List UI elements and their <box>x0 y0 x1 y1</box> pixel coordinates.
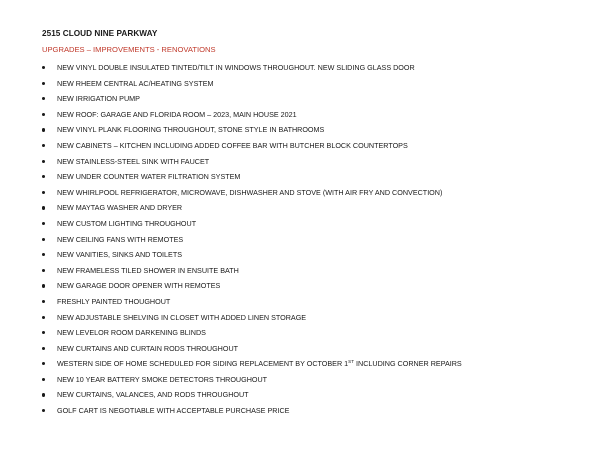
list-item-text: NEW CURTAINS AND CURTAIN RODS THROUGHOUT <box>57 343 239 353</box>
list-item-text: NEW RHEEM CENTRAL AC/HEATING SYSTEM <box>57 78 214 88</box>
list-item-text: NEW CURTAINS, VALANCES, AND RODS THROUGHOUT <box>57 390 249 400</box>
bullet-icon <box>42 331 45 334</box>
document-subtitle: UPGRADES – IMPROVEMENTS - RENOVATIONS <box>42 45 216 54</box>
list-item-text: NEW WHIRLPOOL REFRIGERATOR, MICROWAVE, DISHWASHER AND STOVE (WITH AIR FRY AND CONVECTION) <box>57 187 443 197</box>
bullet-icon <box>42 316 45 319</box>
list-item-text: NEW FRAMELESS TILED SHOWER IN ENSUITE BATH <box>57 265 239 275</box>
list-item-text: NEW GARAGE DOOR OPENER WITH REMOTES <box>57 281 221 291</box>
list-item-text: NEW VINYL DOUBLE INSULATED TINTED/TILT IN WINDOWS THROUGHOUT. NEW SLIDING GLASS DOOR <box>57 63 415 72</box>
bullet-icon <box>42 393 45 396</box>
bullet-icon <box>42 128 45 131</box>
bullet-icon <box>42 269 45 272</box>
bullet-icon <box>42 175 45 178</box>
ordinal-suffix: ST <box>348 359 355 365</box>
bullet-icon <box>42 253 45 256</box>
bullet-icon <box>42 300 45 303</box>
bullet-icon <box>42 144 45 147</box>
list-item-text: NEW LEVELOR ROOM DARKENING BLINDS <box>57 328 206 338</box>
list-item-text: GOLF CART IS NEGOTIABLE WITH ACCEPTABLE PURCHASE PRICE <box>57 406 290 416</box>
list-item-text: NEW STAINLESS-STEEL SINK WITH FAUCET <box>57 156 210 166</box>
bullet-icon <box>42 66 45 69</box>
bullet-icon <box>42 97 45 100</box>
bullet-icon <box>42 362 45 365</box>
bullet-icon <box>42 206 45 209</box>
list-item-text: NEW VANITIES, SINKS AND TOILETS <box>57 250 183 260</box>
list-item-text: NEW CUSTOM LIGHTING THROUGHOUT <box>57 218 197 228</box>
list-item-text: WESTERN SIDE OF HOME SCHEDULED FOR SIDING REPLACEMENT BY OCTOBER 1ST INCLUDING CORNER REPAIRS <box>57 359 462 369</box>
list-item-text: NEW CABINETS – KITCHEN INCLUDING ADDED COFFEE BAR WITH BUTCHER BLOCK COUNTERTOPS <box>57 140 408 150</box>
list-item-text: NEW ROOF: GARAGE AND FLORIDA ROOM – 2023, MAIN HOUSE 2021 <box>57 109 297 119</box>
bullet-icon <box>42 160 45 163</box>
list-item-text: NEW IRRIGATION PUMP <box>57 94 140 104</box>
document-title: 2515 CLOUD NINE PARKWAY <box>42 29 158 38</box>
bullet-icon <box>42 284 45 287</box>
bullet-icon <box>42 82 45 85</box>
bullet-icon <box>42 191 45 194</box>
bullet-icon <box>42 222 45 225</box>
list-item-text: NEW ADJUSTABLE SHELVING IN CLOSET WITH ADDED LINEN STORAGE <box>57 312 307 322</box>
bullet-icon <box>42 238 45 241</box>
list-item-text: NEW UNDER COUNTER WATER FILTRATION SYSTEM <box>57 172 241 182</box>
list-item-text: FRESHLY PAINTED THOUGHOUT <box>57 296 171 306</box>
list-item-text: NEW MAYTAG WASHER AND DRYER <box>57 203 183 213</box>
bullet-icon <box>42 347 45 350</box>
bullet-icon <box>42 378 45 381</box>
bullet-icon <box>42 409 45 412</box>
bullet-icon <box>42 113 45 116</box>
list-item-text: NEW CEILING FANS WITH REMOTES <box>57 234 184 244</box>
list-item-text: NEW 10 YEAR BATTERY SMOKE DETECTORS THROUGHOUT <box>57 374 268 384</box>
list-item-text: NEW VINYL PLANK FLOORING THROUGHOUT, STONE STYLE IN BATHROOMS <box>57 125 325 135</box>
